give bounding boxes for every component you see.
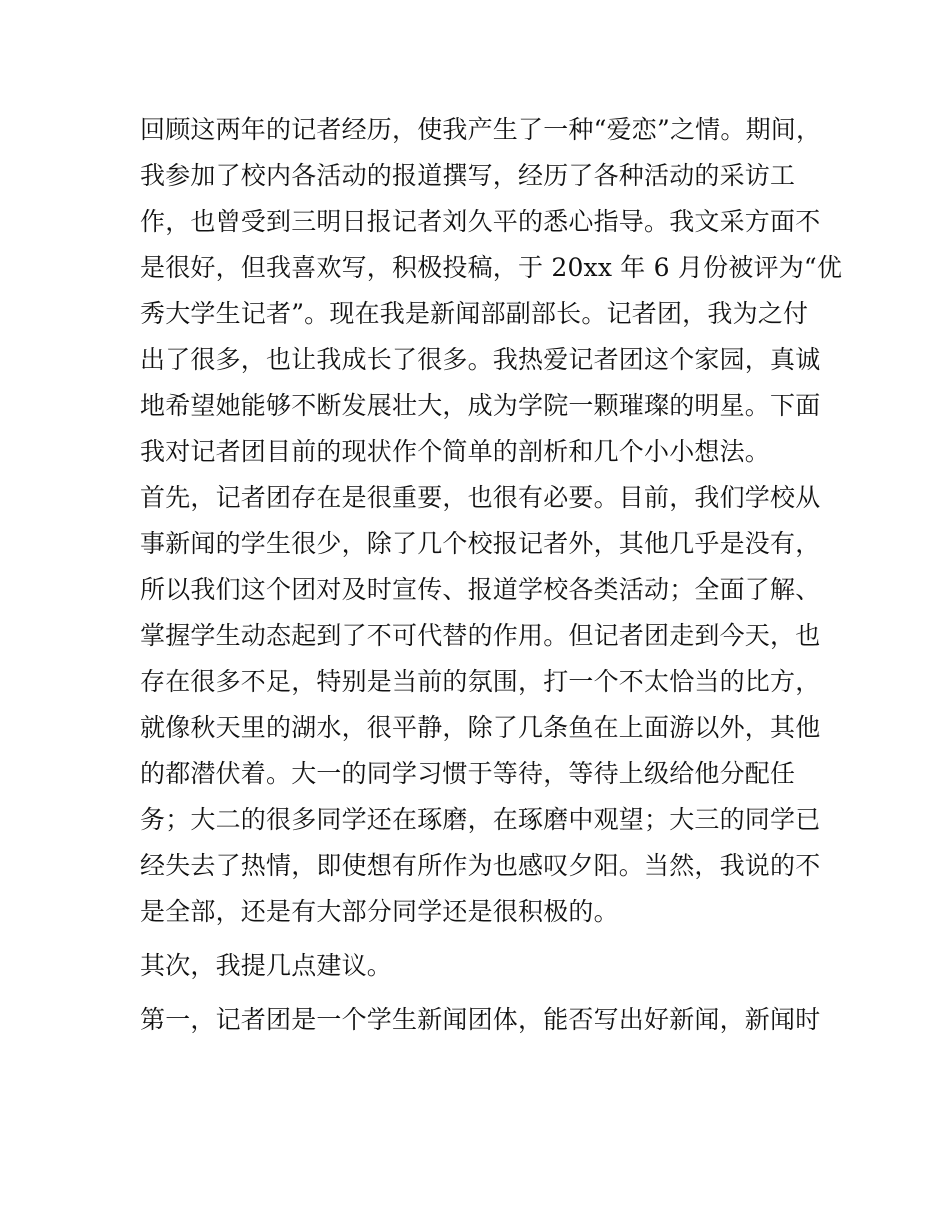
text-line: 首先，记者团存在是很重要，也很有必要。目前，我们学校从 <box>140 483 821 512</box>
text-line: 存在很多不足，特别是当前的氛围，打一个不太恰当的比方， <box>140 667 821 696</box>
text-line: 务；大二的很多同学还在琢磨，在琢磨中观望；大三的同学已 <box>140 805 821 834</box>
text-line: 秀大学生记者”。现在我是新闻部副部长。记者团，我为之付 <box>140 299 809 328</box>
text-line: 经失去了热情，即使想有所作为也感叹夕阳。当然，我说的不 <box>140 851 821 880</box>
text-line: 我对记者团目前的现状作个简单的剖析和几个小小想法。 <box>140 437 771 466</box>
text-line: 其次，我提几点建议。 <box>140 951 393 980</box>
text-line: 是很好，但我喜欢写，积极投稿，于 20xx 年 6 月份被评为“优 <box>140 253 843 282</box>
document-body <box>140 107 843 1043</box>
text-line: 作，也曾受到三明日报记者刘久平的悉心指导。我文采方面不 <box>140 207 821 236</box>
text-line: 第一，记者团是一个学生新闻团体，能否写出好新闻，新闻时 <box>140 1005 821 1034</box>
text-line: 所以我们这个团对及时宣传、报道学校各类活动；全面了解、 <box>140 575 821 604</box>
text-line: 就像秋天里的湖水，很平静，除了几条鱼在上面游以外，其他 <box>140 713 821 742</box>
text-line: 出了很多，也让我成长了很多。我热爱记者团这个家园，真诚 <box>140 345 821 374</box>
text-line: 回顾这两年的记者经历，使我产生了一种“爱恋”之情。期间， <box>140 115 822 144</box>
text-line: 地希望她能够不断发展壮大，成为学院一颗璀璨的明星。下面 <box>140 391 821 420</box>
text-line: 是全部，还是有大部分同学还是很积极的。 <box>140 897 619 926</box>
text-line: 事新闻的学生很少，除了几个校报记者外，其他几乎是没有， <box>140 529 821 558</box>
text-line: 的都潜伏着。大一的同学习惯于等待，等待上级给他分配任 <box>140 759 796 788</box>
text-line: 我参加了校内各活动的报道撰写，经历了各种活动的采访工 <box>140 161 796 190</box>
text-line: 掌握学生动态起到了不可代替的作用。但记者团走到今天，也 <box>140 621 821 650</box>
